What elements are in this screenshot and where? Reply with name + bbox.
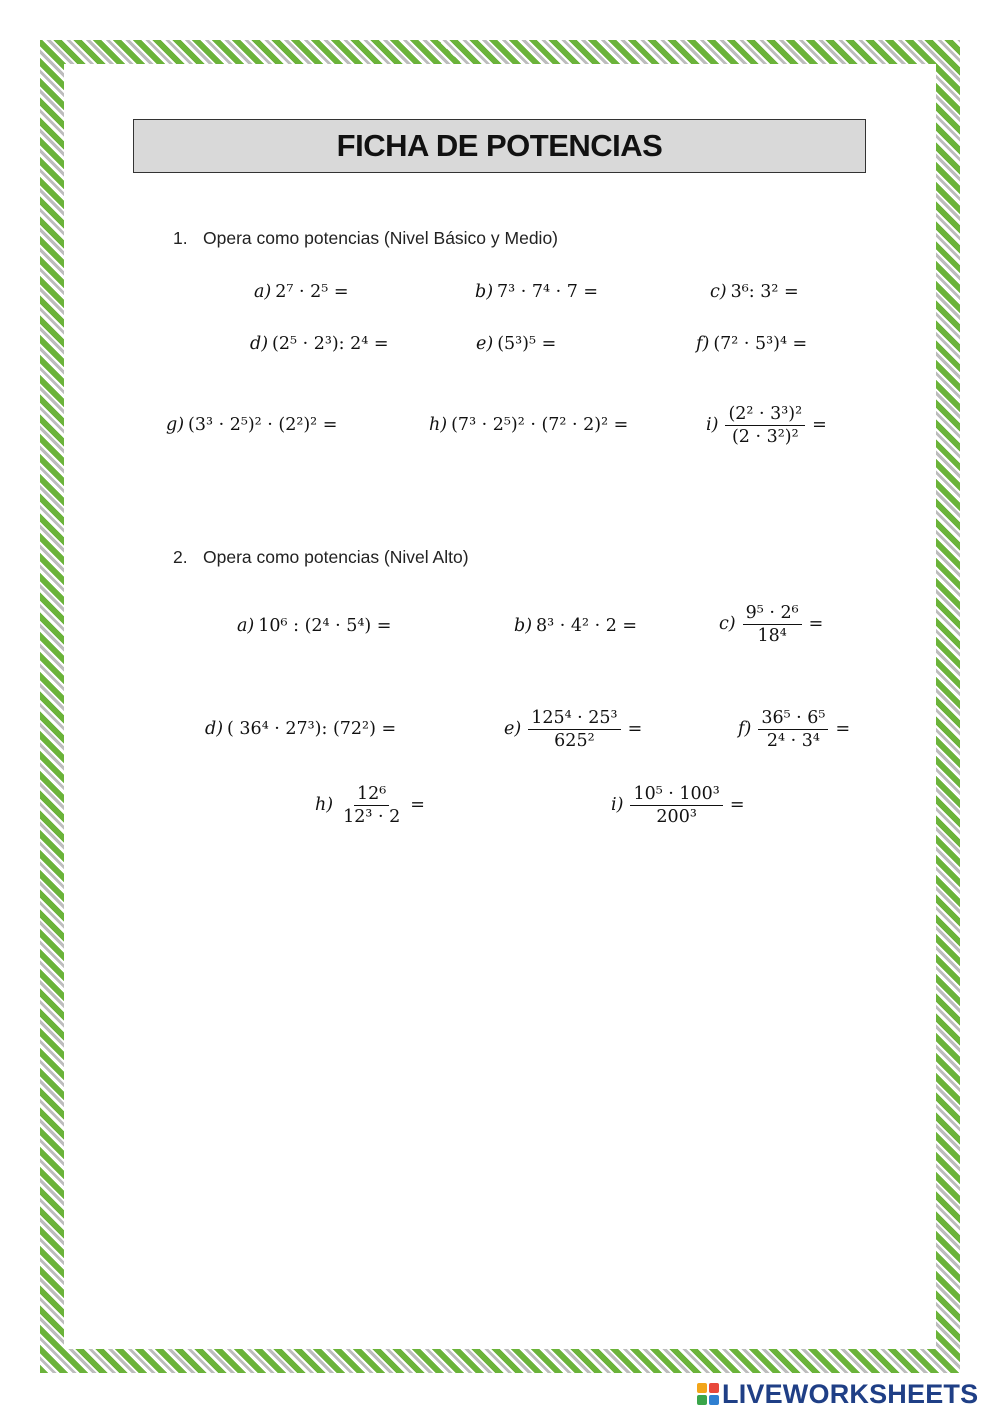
fraction-numerator: 125⁴ · 25³ (528, 707, 620, 730)
exercise-2e (504, 699, 642, 759)
fraction (340, 783, 403, 828)
exercise-label: d) (250, 334, 269, 354)
exercise-label: c) (719, 614, 736, 634)
exercise-expression: 8³ · 4² · 2 = (536, 616, 638, 636)
exercise-label: i) (706, 415, 719, 435)
exercise-label: f) (696, 334, 710, 354)
exercise-expression: (7³ · 2⁵)² · (7² · 2)² = (451, 415, 629, 435)
fraction-numerator: 12⁶ (354, 783, 389, 806)
exercise-label: a) (254, 282, 272, 302)
exercise-2f (738, 699, 850, 759)
exercise-label: h) (429, 415, 448, 435)
exercise-label: g) (166, 415, 185, 435)
fraction (528, 707, 620, 752)
exercise-1i (706, 395, 827, 455)
exercise-2a (237, 596, 391, 656)
exercise-label: h) (315, 795, 334, 815)
logo-square-icon (709, 1395, 719, 1405)
fraction-numerator: 9⁵ · 2⁶ (743, 602, 802, 625)
logo-square-icon (697, 1383, 707, 1393)
fraction (725, 403, 805, 448)
fraction-numerator: (2² · 3³)² (725, 403, 805, 426)
exercise-2b (514, 596, 637, 656)
fraction-denominator: 2⁴ · 3⁴ (766, 730, 820, 751)
exercise-1b (475, 262, 598, 322)
fraction-denominator: 12³ · 2 (343, 806, 401, 827)
section-1-number: 1. (173, 228, 188, 248)
exercise-label: c) (710, 282, 727, 302)
exercise-label: b) (514, 616, 533, 636)
exercise-expression: (3³ · 2⁵)² · (2²)² = (188, 415, 338, 435)
section-2-number: 2. (173, 547, 188, 567)
section-1-heading (173, 228, 558, 249)
exercise-expression: (7² · 5³)⁴ = (713, 334, 808, 354)
exercise-2c (719, 594, 823, 654)
fraction-denominator: (2 · 3²)² (731, 426, 799, 447)
equals-sign: = (835, 719, 851, 739)
exercise-1c (710, 262, 799, 322)
exercise-label: d) (205, 719, 224, 739)
logo-square-icon (709, 1383, 719, 1393)
section-1-title: Opera como potencias (Nivel Básico y Medio) (203, 228, 559, 248)
exercise-label: e) (476, 334, 494, 354)
exercise-1e (476, 314, 556, 374)
exercise-expression: 3⁶: 3² = (730, 282, 799, 302)
exercise-2h (315, 775, 425, 835)
logo-square-icon (697, 1395, 707, 1405)
exercise-1a (254, 262, 348, 322)
fraction (758, 707, 828, 752)
exercise-label: a) (237, 616, 255, 636)
section-2-heading (173, 547, 469, 568)
fraction-numerator: 36⁵ · 6⁵ (758, 707, 828, 730)
equals-sign: = (729, 795, 745, 815)
page-title: FICHA DE POTENCIAS (133, 119, 866, 173)
equals-sign: = (627, 719, 643, 739)
exercise-expression: 2⁷ · 2⁵ = (275, 282, 349, 302)
liveworksheets-brand (697, 1378, 978, 1410)
exercise-label: e) (504, 719, 522, 739)
exercise-1g (166, 395, 337, 455)
exercise-expression: (2⁵ · 2³): 2⁴ = (272, 334, 389, 354)
brand-name: LIVEWORKSHEETS (722, 1378, 979, 1409)
exercise-2i (611, 775, 745, 835)
liveworksheets-logo-icon (697, 1383, 719, 1405)
fraction-numerator: 10⁵ · 100³ (630, 783, 722, 806)
exercise-expression: ( 36⁴ · 27³): (72²) = (227, 719, 397, 739)
fraction (630, 783, 722, 828)
exercise-1f (696, 314, 807, 374)
section-2-title: Opera como potencias (Nivel Alto) (203, 547, 469, 567)
exercise-label: b) (475, 282, 494, 302)
equals-sign: = (808, 614, 824, 634)
fraction-denominator: 18⁴ (757, 625, 787, 646)
exercise-1h (429, 395, 628, 455)
fraction-denominator: 200³ (656, 806, 697, 827)
exercise-expression: 10⁶ : (2⁴ · 5⁴) = (258, 616, 392, 636)
equals-sign: = (410, 795, 425, 815)
fraction (743, 602, 802, 647)
equals-sign: = (812, 415, 827, 435)
exercise-1d (250, 314, 389, 374)
exercise-2d (205, 699, 396, 759)
exercise-label: f) (738, 719, 752, 739)
exercise-expression: (5³)⁵ = (497, 334, 557, 354)
exercise-expression: 7³ · 7⁴ · 7 = (497, 282, 599, 302)
fraction-denominator: 625² (554, 730, 595, 751)
exercise-label: i) (611, 795, 624, 815)
